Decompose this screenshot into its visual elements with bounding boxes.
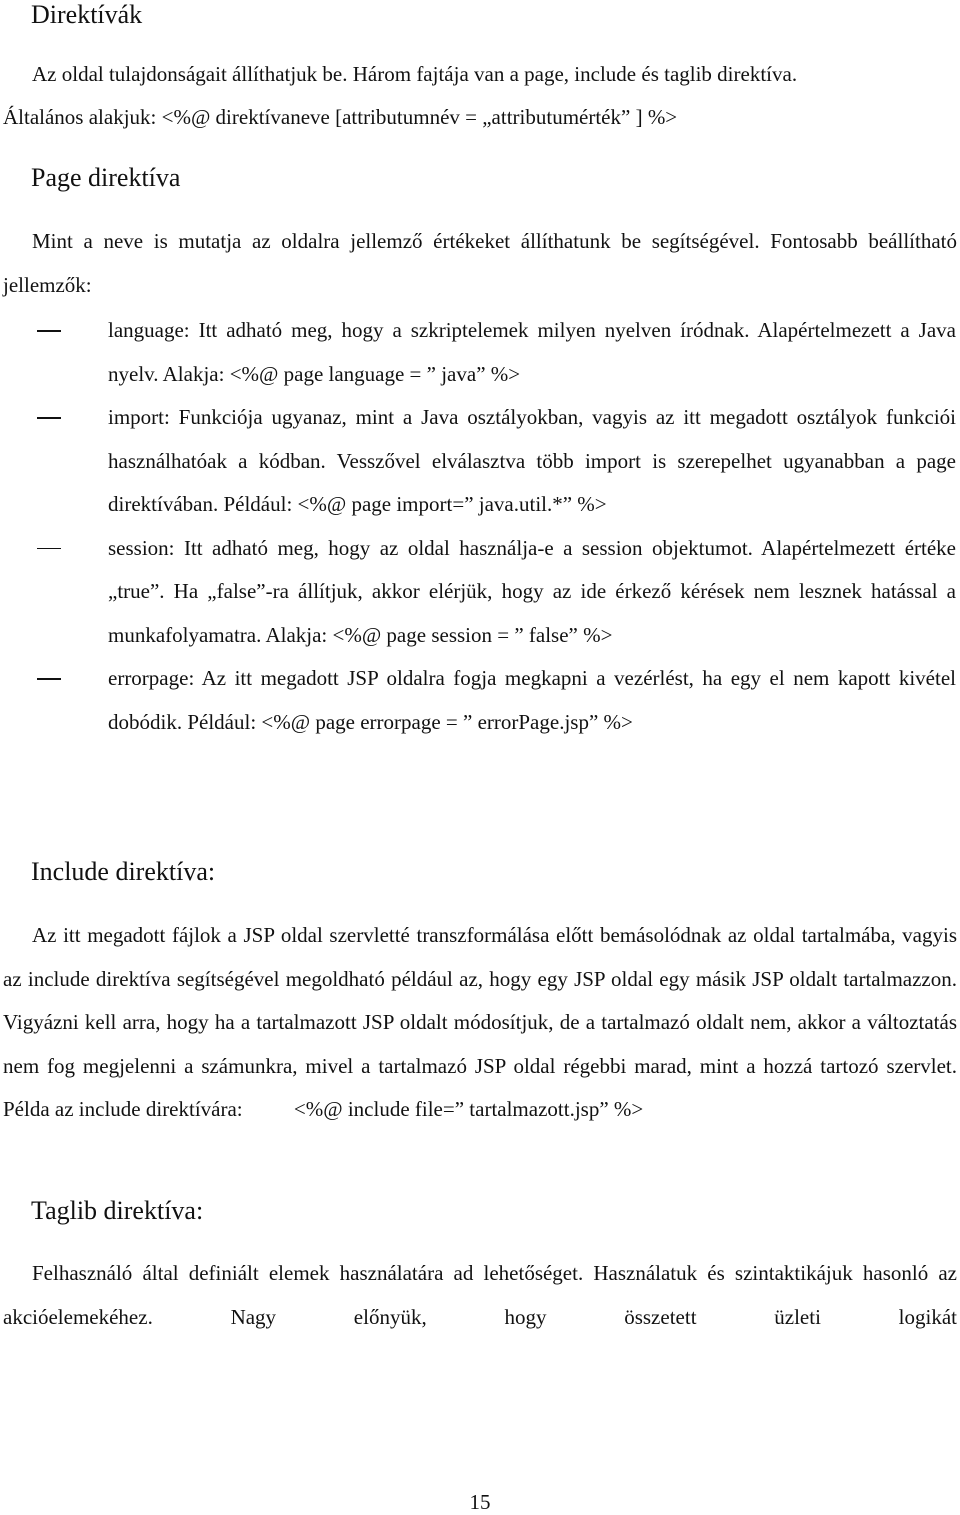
page-directive-intro: Mint a neve is mutatja az oldalra jellemző értékeket állíthatunk be segítségével. Fontosabb beállítható jellemzők: — [3, 229, 957, 297]
list-item-language: language: Itt adható meg, hogy a szkriptelemek milyen nyelven íródnak. Alapértelmezett a Java nyelv. Alakja: <%@ page language = ” java” %> — [0, 309, 956, 396]
heading-page-directive: Page direktíva — [31, 163, 181, 192]
include-text: Az itt megadott fájlok a JSP oldal szervletté transzformálása előtt bemásolódnak az oldal tartalmába, vagyis az include direktíva segítségével megoldható például az, hogy egy JSP oldal egy másik JSP oldalt tartalmazzon. Vigyázni kell arra, hogy ha a tartalmazott JSP oldalt módosítjuk, de a tartalmazó oldalt nem, akkor a változtatás nem fog megjelenni a számunkra, mivel a tartalmazó JSP oldal régebbi marad, mint a hozzá tartozó szervlet. Példa az include direktívára: — [3, 923, 957, 1121]
heading-taglib-directive: Taglib direktíva: — [31, 1196, 204, 1225]
heading-directives: Direktívák — [31, 0, 143, 29]
page-number: 15 — [469, 1490, 491, 1514]
page-attribute-list — [0, 309, 960, 744]
heading-include-directive: Include direktíva: — [31, 857, 216, 886]
list-item-import: import: Funkciója ugyanaz, mint a Java osztályokban, vagyis az itt megadott osztályok funkciói használhatóak a kódban. Vesszővel elválasztva több import is szerepelhet ugyanabban a page direktívában. Például: <%@ page import=” java.util.*” %> — [0, 396, 956, 527]
include-paragraph — [3, 914, 957, 1132]
include-example-code: <%@ include file=” tartalmazott.jsp” %> — [293, 1097, 644, 1121]
intro-paragraph-line2: Általános alakjuk: <%@ direktívaneve [attributumnév = „attributumérték” ] %> — [3, 105, 678, 129]
intro-paragraph-line1: Az oldal tulajdonságait állíthatjuk be. Három fajtája van a page, include és taglib direktíva. — [32, 62, 798, 86]
taglib-paragraph: Felhasználó által definiált elemek használatára ad lehetőséget. Használatuk és szintaktikájuk hasonló az akcióelemekéhez. Nagy előnyük, hogy összetett üzleti logikát — [3, 1261, 957, 1329]
list-item-session: session: Itt adható meg, hogy az oldal használja-e a session objektumot. Alapértelmezett értéke „true”. Ha „false”-ra állítjuk, akkor elérjük, hogy az ide érkező kérések nem lesznek hatással a munkafolyamatra. Alakja: <%@ page session = ” false” %> — [0, 527, 956, 658]
list-item-errorpage: errorpage: Az itt megadott JSP oldalra fogja megkapni a vezérlést, ha egy el nem kapott kivétel dobódik. Például: <%@ page errorpage = ” errorPage.jsp” %> — [0, 657, 956, 744]
